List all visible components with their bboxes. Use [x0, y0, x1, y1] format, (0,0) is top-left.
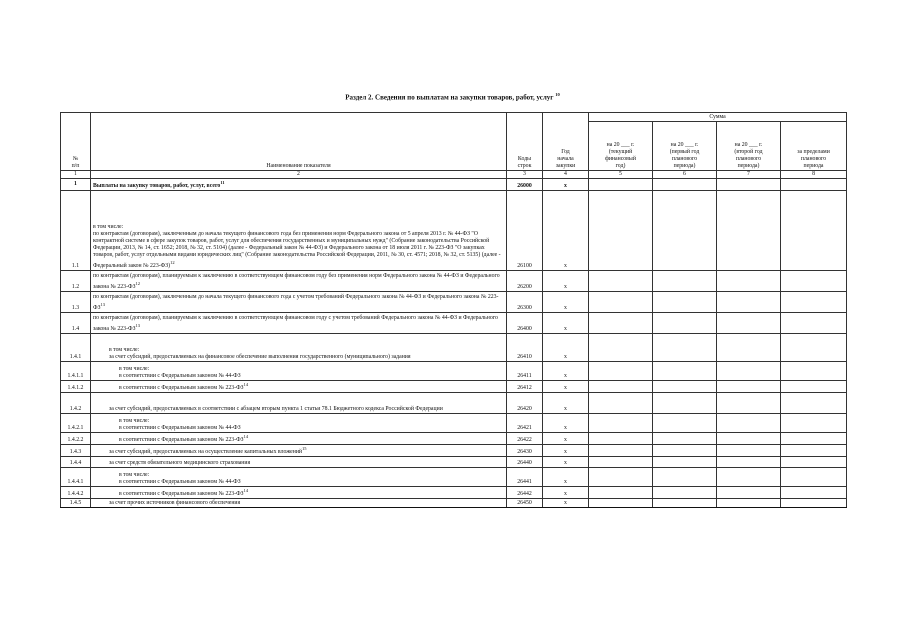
header-first-plan-year: на 20 ___ г. (первый год планового периода): [653, 122, 717, 171]
header-row-1: [61, 113, 847, 122]
row-number: 1.4.2: [61, 393, 91, 414]
row-code: 26100: [507, 191, 543, 271]
sum-cell: [781, 362, 847, 381]
row-indicator-name: по контрактам (договорам), планируемым к заключению в соответствующем финансовом году с учетом требований Федерального закона № 44-ФЗ и Федерального закона № 223-ФЗ$^{13}$: [91, 313, 507, 334]
sum-cell: [717, 271, 781, 292]
sum-cell: [653, 292, 717, 313]
row-year: x: [543, 334, 589, 362]
row-number: 1.1: [61, 191, 91, 271]
sum-cell: [653, 393, 717, 414]
row-number: 1.4.3: [61, 445, 91, 457]
footnote-ref: 12: [135, 281, 140, 287]
row-code: 26442: [507, 487, 543, 499]
row-number: 1.4.4.1: [61, 468, 91, 487]
header-current-year: на 20 ___ г. (текущий финансовый год): [589, 122, 653, 171]
sum-cell: [781, 271, 847, 292]
sum-cell: [589, 313, 653, 334]
row-code: 26422: [507, 433, 543, 445]
row-number: 1.2: [61, 271, 91, 292]
sum-cell: [717, 179, 781, 191]
row-indicator-name: за счет субсидий, предоставляемых на осуществление капитальных вложений$^{15}$: [91, 445, 507, 457]
row-code: 26421: [507, 414, 543, 433]
sum-cell: [653, 381, 717, 393]
colnum: 6: [653, 171, 717, 179]
row-indicator-name: в том числе: в соответствии с Федеральным законом № 44-ФЗ: [91, 468, 507, 487]
sum-cell: [589, 191, 653, 271]
footnote-ref: 13: [135, 323, 140, 329]
sum-cell: [781, 334, 847, 362]
sum-cell: [589, 433, 653, 445]
row-year: x: [543, 414, 589, 433]
sum-cell: [781, 433, 847, 445]
sum-cell: [589, 414, 653, 433]
sum-cell: [653, 334, 717, 362]
row-code: 26420: [507, 393, 543, 414]
sum-cell: [653, 487, 717, 499]
sum-cell: [781, 381, 847, 393]
header-codes: Коды строк: [507, 113, 543, 171]
sum-cell: [781, 468, 847, 487]
row-year: x: [543, 487, 589, 499]
sum-cell: [589, 292, 653, 313]
section-title-text: Раздел 2. Сведения по выплатам на закупки товаров, работ, услуг: [345, 93, 554, 102]
row-code: 26411: [507, 362, 543, 381]
table-body: [61, 179, 847, 508]
sum-cell: [653, 271, 717, 292]
row-indicator-name: в том числе: за счет субсидий, предоставляемых на финансовое обеспечение выполнения государственного (муниципального) задания: [91, 334, 507, 362]
footnote-ref: 11: [220, 180, 225, 186]
table-row: [61, 457, 847, 468]
row-indicator-name: в соответствии с Федеральным законом № 223-ФЗ$^{14}$: [91, 381, 507, 393]
column-numbers-row: [61, 171, 847, 179]
sum-cell: [717, 468, 781, 487]
sum-cell: [653, 191, 717, 271]
sum-cell: [717, 292, 781, 313]
row-code: 26450: [507, 499, 543, 508]
row-indicator-name: по контрактам (договорам), планируемым к заключению в соответствующем финансовом году без применения норм Федерального закона № 44-ФЗ и Федерального закона № 223-ФЗ$^{12}$: [91, 271, 507, 292]
sum-cell: [653, 433, 717, 445]
row-number: 1.4.1: [61, 334, 91, 362]
sum-cell: [589, 362, 653, 381]
table-row: [61, 179, 847, 191]
table-row: [61, 487, 847, 499]
sum-cell: [589, 271, 653, 292]
row-code: 26400: [507, 313, 543, 334]
row-year: x: [543, 292, 589, 313]
sum-cell: [717, 414, 781, 433]
sum-cell: [589, 179, 653, 191]
row-code: 26000: [507, 179, 543, 191]
sum-cell: [717, 499, 781, 508]
sum-cell: [589, 487, 653, 499]
row-year: x: [543, 457, 589, 468]
row-year: x: [543, 271, 589, 292]
sum-cell: [653, 499, 717, 508]
row-indicator-name: в том числе: в соответствии с Федеральным законом № 44-ФЗ: [91, 362, 507, 381]
sum-cell: [653, 414, 717, 433]
row-indicator-name: в том числе: по контрактам (договорам), заключенным до начала текущего финансового года без применения норм Федерального закона от 5 апреля 2013 г. № 44-ФЗ "О контрактной системе в сфере закупок товаров, работ, услуг для обеспечения государственных и муниципальных нужд" (Собрание законодательства Российской Федерации, 2013, № 14, ст. 1652; 2018, № 32, ст. 5104) (далее - Федеральный закон № 44-ФЗ) и Федерального закона от 18 июля 2011 г. № 223-ФЗ "О закупках товаров, работ, услуг отдельными видами юридических лиц" (Собрание законодательства Российской Федерации, 2011, № 30, ст. 4571; 2018, № 32, ст. 5135) (далее - Федеральный закон № 223-ФЗ)$^{12}$: [91, 191, 507, 271]
sum-cell: [781, 499, 847, 508]
sum-cell: [717, 487, 781, 499]
table-row: [61, 313, 847, 334]
row-number: 1.4.4: [61, 457, 91, 468]
row-code: 26412: [507, 381, 543, 393]
row-year: x: [543, 179, 589, 191]
header-second-plan-year: на 20 ___ г. (второй год планового периода): [717, 122, 781, 171]
sum-cell: [653, 179, 717, 191]
row-indicator-name: в соответствии с Федеральным законом № 223-ФЗ$^{14}$: [91, 487, 507, 499]
table-row: [61, 393, 847, 414]
table-row: [61, 334, 847, 362]
sum-cell: [589, 334, 653, 362]
sum-cell: [781, 313, 847, 334]
header-year: Год начала закупки: [543, 113, 589, 171]
table-row: [61, 414, 847, 433]
sum-cell: [717, 393, 781, 414]
footnote-ref: 14: [243, 382, 249, 388]
row-year: x: [543, 393, 589, 414]
footnote-ref: 12: [170, 260, 175, 266]
table-row: [61, 381, 847, 393]
sum-cell: [781, 292, 847, 313]
table-row: [61, 191, 847, 271]
row-indicator-name: в том числе: в соответствии с Федеральным законом № 44-ФЗ: [91, 414, 507, 433]
sum-cell: [781, 191, 847, 271]
sum-cell: [653, 445, 717, 457]
row-indicator-name: по контрактам (договорам), заключенным до начала текущего финансового года с учетом требований Федерального закона № 44-ФЗ и Федерального закона № 223-ФЗ$^{13}$: [91, 292, 507, 313]
row-year: x: [543, 445, 589, 457]
row-number: 1.4: [61, 313, 91, 334]
colnum: 1: [61, 171, 91, 179]
sum-cell: [717, 334, 781, 362]
colnum: 8: [781, 171, 847, 179]
header-sum: Сумма: [589, 113, 847, 122]
colnum: 5: [589, 171, 653, 179]
section-title: [0, 92, 905, 101]
sum-cell: [653, 468, 717, 487]
row-year: x: [543, 433, 589, 445]
sum-cell: [653, 313, 717, 334]
table-row: [61, 445, 847, 457]
sum-cell: [589, 381, 653, 393]
table-row: [61, 292, 847, 313]
row-year: x: [543, 313, 589, 334]
header-name: Наименование показателя: [91, 113, 507, 171]
sum-cell: [781, 445, 847, 457]
row-code: 26200: [507, 271, 543, 292]
row-number: 1.4.2.2: [61, 433, 91, 445]
sum-cell: [717, 362, 781, 381]
sum-cell: [781, 393, 847, 414]
row-indicator-name: за счет средств обязательного медицинского страхования: [91, 457, 507, 468]
table-row: [61, 271, 847, 292]
section-title-footnote: 10: [555, 92, 560, 97]
row-number: 1.4.1.2: [61, 381, 91, 393]
header-beyond-plan: за пределами планового периода: [781, 122, 847, 171]
colnum: 7: [717, 171, 781, 179]
row-number: 1.3: [61, 292, 91, 313]
row-year: x: [543, 362, 589, 381]
sum-cell: [781, 414, 847, 433]
row-number: 1.4.5: [61, 499, 91, 508]
row-number: 1: [61, 179, 91, 191]
row-year: x: [543, 499, 589, 508]
sum-cell: [717, 457, 781, 468]
sum-cell: [781, 457, 847, 468]
sum-cell: [653, 457, 717, 468]
table-row: [61, 362, 847, 381]
row-year: x: [543, 468, 589, 487]
footnote-ref: 13: [100, 302, 105, 308]
sum-cell: [717, 381, 781, 393]
sum-cell: [717, 191, 781, 271]
row-code: 26410: [507, 334, 543, 362]
sum-cell: [589, 468, 653, 487]
row-code: 26441: [507, 468, 543, 487]
footnote-ref: 15: [302, 446, 307, 452]
header-num: № п/п: [61, 113, 91, 171]
sum-cell: [781, 487, 847, 499]
table-row: [61, 433, 847, 445]
row-number: 1.4.1.1: [61, 362, 91, 381]
colnum: 4: [543, 171, 589, 179]
sum-cell: [589, 499, 653, 508]
footnote-ref: 14: [243, 488, 249, 494]
row-year: x: [543, 381, 589, 393]
sum-cell: [589, 393, 653, 414]
footnote-ref: 14: [243, 434, 249, 440]
table-row: [61, 499, 847, 508]
row-number: 1.4.2.1: [61, 414, 91, 433]
row-indicator-name: за счет субсидий, предоставляемых в соответствии с абзацем вторым пункта 1 статьи 78.1 Бюджетного кодекса Российской Федерации: [91, 393, 507, 414]
row-code: 26430: [507, 445, 543, 457]
row-number: 1.4.4.2: [61, 487, 91, 499]
colnum: 2: [91, 171, 507, 179]
row-indicator-name: Выплаты на закупку товаров, работ, услуг, всего$^{11}$: [91, 179, 507, 191]
row-year: x: [543, 191, 589, 271]
payments-table: [60, 112, 847, 508]
row-code: 26440: [507, 457, 543, 468]
row-indicator-name: в соответствии с Федеральным законом № 223-ФЗ$^{14}$: [91, 433, 507, 445]
sum-cell: [717, 433, 781, 445]
sum-cell: [717, 445, 781, 457]
table-row: [61, 468, 847, 487]
sum-cell: [589, 445, 653, 457]
row-code: 26300: [507, 292, 543, 313]
sum-cell: [653, 362, 717, 381]
row-indicator-name: за счет прочих источников финансового обеспечения: [91, 499, 507, 508]
sum-cell: [717, 313, 781, 334]
colnum: 3: [507, 171, 543, 179]
sum-cell: [781, 179, 847, 191]
sum-cell: [589, 457, 653, 468]
